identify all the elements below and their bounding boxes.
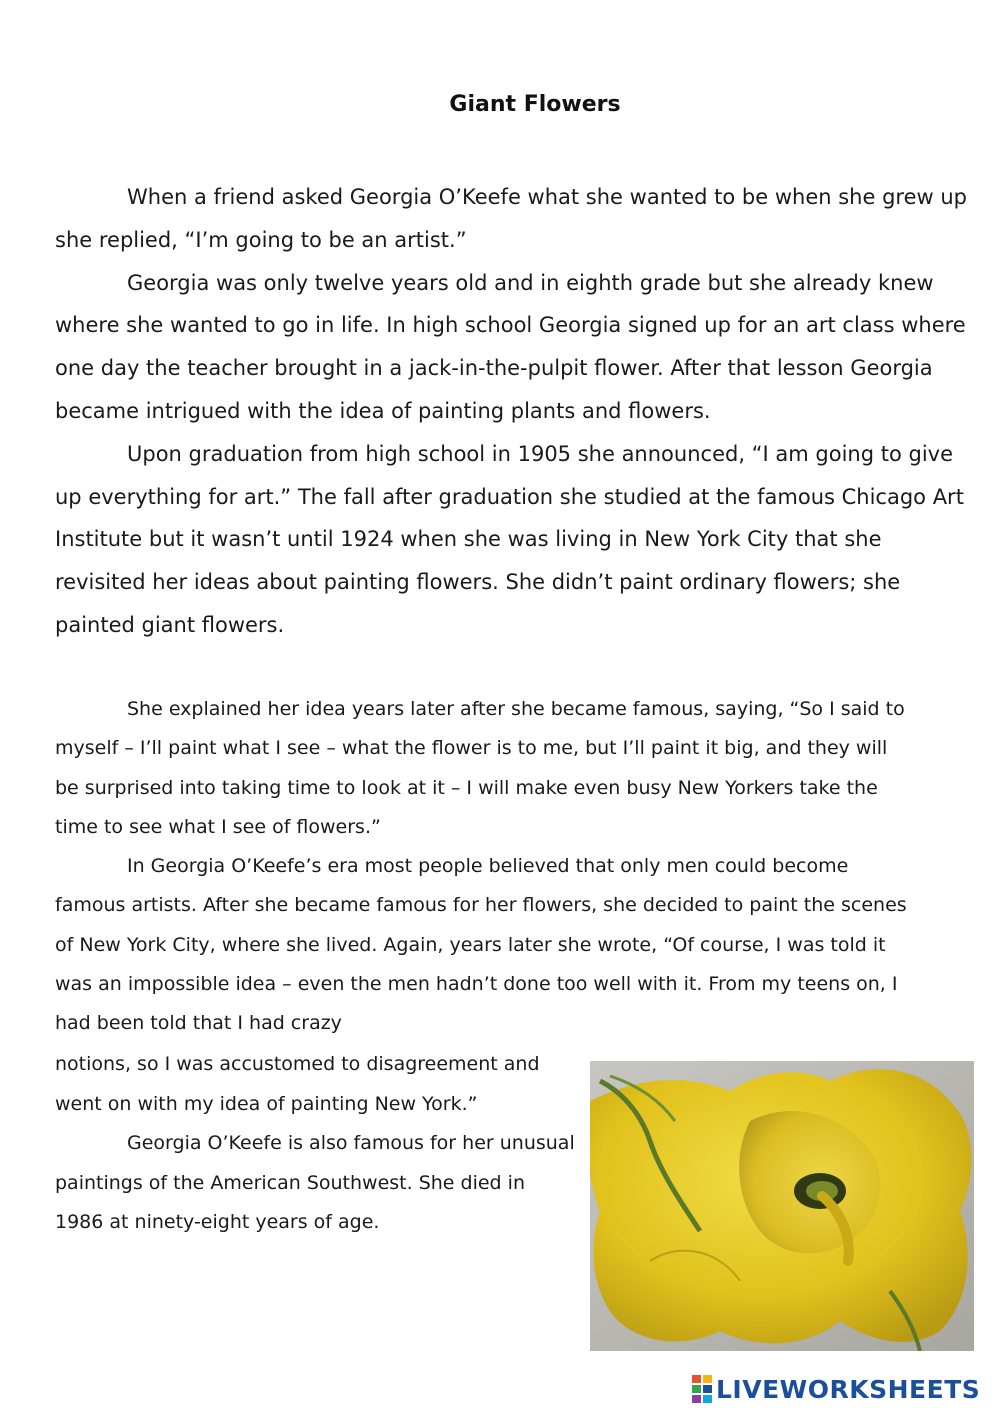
text-section-upper — [55, 176, 970, 647]
paragraph: She explained her idea years later after she became famous, saying, “So I said to myself – I’ll paint what I see – what the flower is to me, but I’ll paint it big, and they will be surprised into taking time to look at it – I will make even busy New Yorkers take the time to see what I see of flowers.” — [55, 698, 905, 838]
paragraph: Georgia was only twelve years old and in eighth grade but she already knew where she wanted to go in life. In high school Georgia signed up for an art class where one day the teacher brought in a jack-in-the-pulpit flower. After that lesson Georgia became intrigued with the idea of painting plants and flowers. — [55, 270, 966, 423]
painting-illustration — [590, 1061, 974, 1351]
paragraph: When a friend asked Georgia O’Keefe what she wanted to be when she grew up she replied, “I’m going to be an artist.” — [55, 185, 967, 252]
flower-painting-image — [590, 1061, 974, 1351]
text-section-middle — [55, 690, 915, 1044]
paragraph: Upon graduation from high school in 1905 she announced, “I am going to give up everything for art.” The fall after graduation she studied at the famous Chicago Art Institute but it wasn’t until 1924 when she was living in New York City that she revisited her ideas about painting flowers. She didn’t paint ordinary flowers; she painted giant flowers. — [55, 441, 964, 637]
logo-text: LIVEWORKSHEETS — [716, 1374, 981, 1404]
text-section-lower — [55, 1045, 575, 1243]
paragraph: Georgia O’Keefe is also famous for her unusual paintings of the American Southwest. She died in 1986 at ninety-eight years of age. — [55, 1132, 575, 1233]
liveworksheets-logo — [692, 1372, 980, 1406]
logo-mark-icon — [692, 1375, 712, 1403]
paragraph: notions, so I was accustomed to disagreement and went on with my idea of painting New York.” — [55, 1053, 540, 1115]
page-title: Giant Flowers — [449, 92, 621, 117]
paragraph: In Georgia O’Keefe’s era most people believed that only men could become famous artists. After she became famous for her flowers, she decided to paint the scenes of New York City, where she lived. Again, years later she wrote, “Of course, I was told it was an impossible idea – even the men hadn’t done too well with it. From my teens on, I had been told that I had crazy — [55, 855, 907, 1035]
